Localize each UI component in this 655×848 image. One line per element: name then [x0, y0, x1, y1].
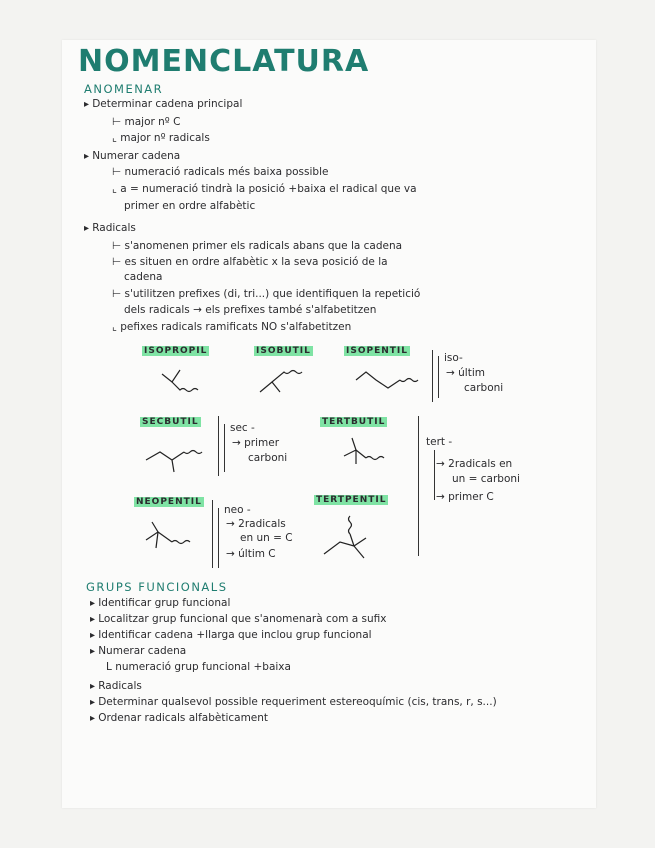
neo-note: neo - — [224, 504, 251, 516]
list-subitem: ⊢ major nº C — [112, 116, 181, 128]
isopentil-structure-icon — [354, 362, 424, 402]
list-subitem-text: a = numeració tindrà la posició +baixa el radical que va — [120, 183, 417, 195]
notes-page — [62, 40, 596, 808]
list-subitem-text: dels radicals → els prefixes també s'alfabetitzen — [124, 304, 377, 316]
isopropil-structure-icon — [158, 362, 208, 402]
list-subitem-text: primer en ordre alfabètic — [124, 200, 256, 212]
list-subitem: ⊢ es situen en ordre alfabètic x la seva posició de la — [112, 256, 388, 268]
list-subitem: ⊢ s'utilitzen prefixes (di, tri...) que identifiquen la repetició — [112, 288, 421, 300]
sec-note: sec - — [230, 422, 255, 434]
list-item: ▸ Numerar cadena — [90, 645, 186, 657]
tert-note: un = carboni — [452, 473, 520, 485]
list-subitem: ⌞ major nº radicals — [112, 132, 210, 144]
label-isopropil: ISOPROPIL — [144, 346, 208, 356]
sec-note: carboni — [248, 452, 288, 464]
isobutil-structure-icon — [256, 362, 316, 402]
list-item: ▸ Identificar grup funcional — [90, 597, 230, 609]
iso-note: → últim — [446, 367, 485, 379]
label-secbutil: SECBUTIL — [142, 417, 199, 427]
iso-note: carboni — [464, 382, 504, 394]
list-subitem-text: numeració radicals més baixa possible — [124, 166, 329, 178]
list-item: ▸ Radicals — [90, 680, 142, 692]
list-subitem-text: s'utilitzen prefixes (di, tri...) que identifiquen la repetició — [124, 288, 421, 300]
section-heading-grups-funcionals: GRUPS FUNCIONALS — [86, 580, 228, 594]
list-item: ▸ Radicals — [84, 222, 136, 234]
list-subitem: ⊢ numeració radicals més baixa possible — [112, 166, 329, 178]
divider — [434, 450, 435, 500]
divider — [418, 416, 419, 556]
tert-note: tert - — [426, 436, 453, 448]
divider — [432, 350, 433, 402]
label-tertbutil: TERTBUTIL — [322, 417, 386, 427]
list-item: ▸ Localitzar grup funcional que s'anomenarà com a sufix — [90, 613, 387, 625]
neo-note: → 2radicals — [226, 518, 286, 530]
tert-note: → 2radicals en — [436, 458, 513, 470]
list-subitem-text: es situen en ordre alfabètic x la seva posició de la — [124, 256, 388, 268]
list-subitem-text: major nº radicals — [120, 132, 210, 144]
neo-note: en un = C — [240, 532, 293, 544]
label-isopentil: ISOPENTIL — [346, 346, 408, 356]
tert-note: → primer C — [436, 491, 494, 503]
list-subitem: ⌞ pefixes radicals ramificats NO s'alfabetitzen — [112, 321, 352, 333]
section-heading-anomenar: ANOMENAR — [84, 82, 164, 96]
secbutil-structure-icon — [142, 440, 212, 480]
list-item: ▸ Ordenar radicals alfabèticament — [90, 712, 268, 724]
iso-note: iso- — [444, 352, 463, 364]
divider — [224, 424, 225, 472]
page-title: NOMENCLATURA — [78, 44, 370, 79]
list-item: ▸ Determinar cadena principal — [84, 98, 242, 110]
list-subitem-text: major nº C — [124, 116, 181, 128]
list-subitem-text: s'anomenen primer els radicals abans que la cadena — [124, 240, 403, 252]
list-subitem: ⌞ a = numeració tindrà la posició +baixa el radical que va — [112, 183, 417, 195]
list-item: ▸ Identificar cadena +llarga que inclou grup funcional — [90, 629, 372, 641]
neo-note: → últim C — [226, 548, 276, 560]
divider — [212, 500, 213, 568]
list-subitem-text: pefixes radicals ramificats NO s'alfabetitzen — [120, 321, 352, 333]
list-subitem: ⊢ s'anomenen primer els radicals abans que la cadena — [112, 240, 403, 252]
sec-note: → primer — [232, 437, 280, 449]
neopentil-structure-icon — [142, 518, 212, 562]
tertbutil-structure-icon — [340, 436, 400, 480]
divider — [218, 416, 219, 476]
list-subitem-text: cadena — [124, 271, 163, 283]
list-item: ▸ Numerar cadena — [84, 150, 180, 162]
label-isobutil: ISOBUTIL — [256, 346, 311, 356]
list-subitem-text: L numeració grup funcional +baixa — [106, 661, 291, 673]
divider — [438, 356, 439, 398]
tertpentil-structure-icon — [320, 510, 400, 560]
label-neopentil: NEOPENTIL — [136, 497, 202, 507]
label-tertpentil: TERTPENTIL — [316, 495, 387, 505]
divider — [218, 508, 219, 568]
list-item: ▸ Determinar qualsevol possible requeriment estereoquímic (cis, trans, r, s...) — [90, 696, 497, 708]
